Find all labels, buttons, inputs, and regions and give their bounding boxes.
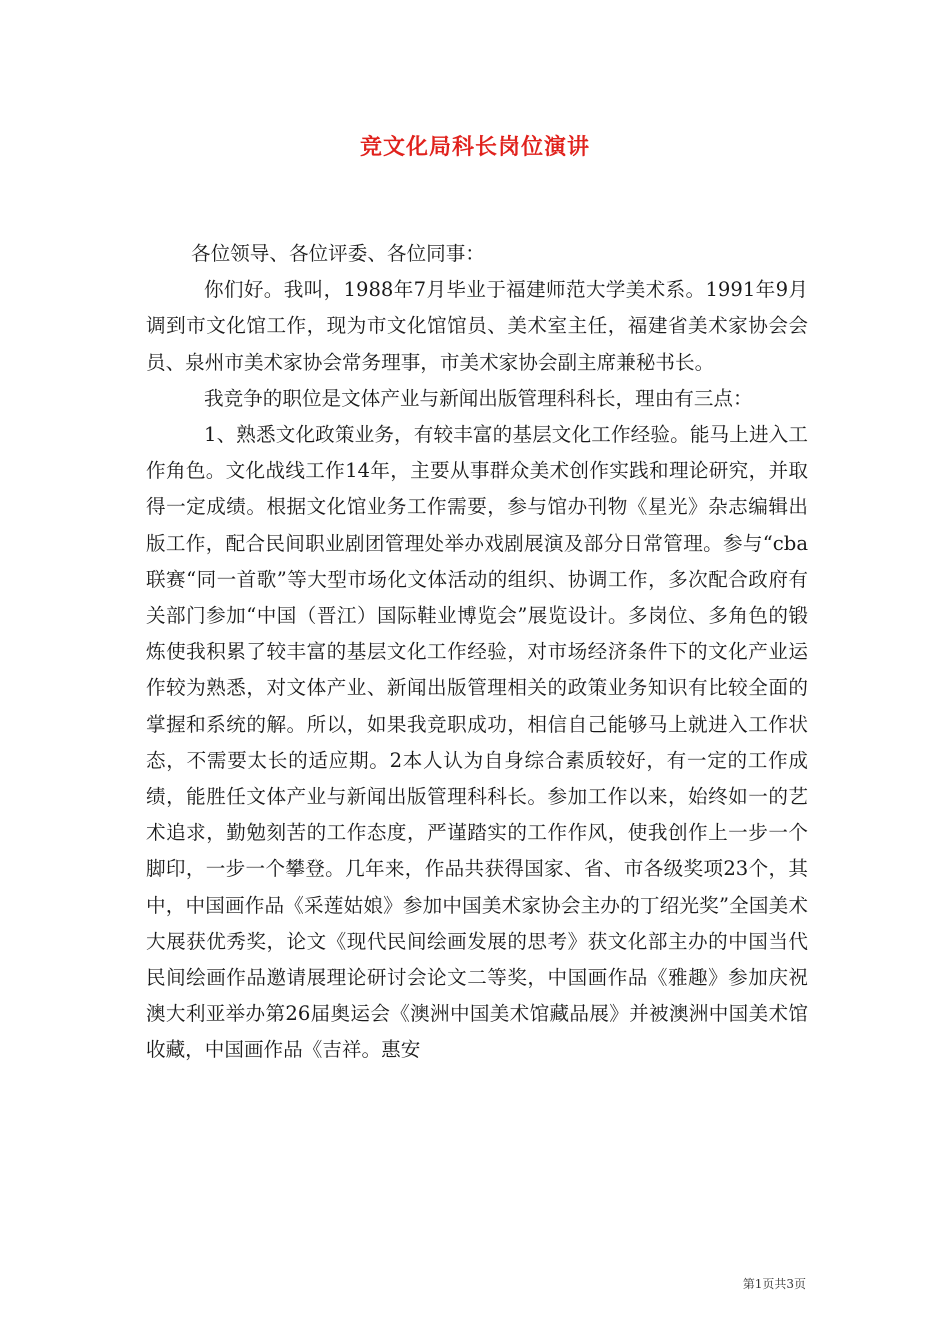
paragraph-salutation: 各位领导、各位评委、各位同事： [191,242,485,265]
document-body [146,236,808,1069]
page-number: 第1页共3页 [742,1277,806,1291]
page-title: 竞文化局科长岗位演讲 [359,134,590,160]
paragraph-reason-one: 1、熟悉文化政策业务，有较丰富的基层文化工作经验。能马上进入工作角色。文化战线工作14年，主要从事群众美术创作实践和理论研究，并取得一定成绩。根据文化馆业务工作需要，参与馆办刊物《星光》杂志编辑出版工作，配合民间职业剧团管理处举办戏剧展演及部分日常管理。参与“cba联赛“同一首歌”等大型市场化文体活动的组织、协调工作，多次配合政府有关部门参加“中国（晋江）国际鞋业博览会”展览设计。多岗位、多角色的锻炼使我积累了较丰富的基层文化工作经验，对市场经济条件下的文化产业运作较为熟悉，对文体产业、新闻出版管理相关的政策业务知识有比较全面的掌握和系统的解。所以，如果我竞职成功，相信自己能够马上就进入工作状态，不需要太长的适应期。2本人认为自身综合素质较好，有一定的工作成绩，能胜任文体产业与新闻出版管理科科长。参加工作以来，始终如一的艺术追求，勤勉刻苦的工作态度，严谨踏实的工作作风，使我创作上一步一个脚印，一步一个攀登。几年来，作品共获得国家、省、市各级奖项23个，其中，中国画作品《采莲姑娘》参加中国美术家协会主办的丁绍光奖”全国美术大展获优秀奖，论文《现代民间绘画发展的思考》获文化部主办的中国当代民间绘画作品邀请展理论研讨会论文二等奖，中国画作品《雅趣》参加庆祝澳大利亚举办第26届奥运会《澳洲中国美术馆藏品展》并被澳洲中国美术馆收藏，中国画作品《吉祥。惠安 [146,423,808,1062]
paragraph-introduction: 你们好。我叫，1988年7月毕业于福建师范大学美术系。1991年9月调到市文化馆工作，现为市文化馆馆员、美术室主任，福建省美术家协会会员、泉州市美术家协会常务理事，市美术家协会副主席兼秘书长。 [146,278,808,374]
paragraph-position: 我竞争的职位是文体产业与新闻出版管理科科长，理由有三点： [204,386,753,410]
